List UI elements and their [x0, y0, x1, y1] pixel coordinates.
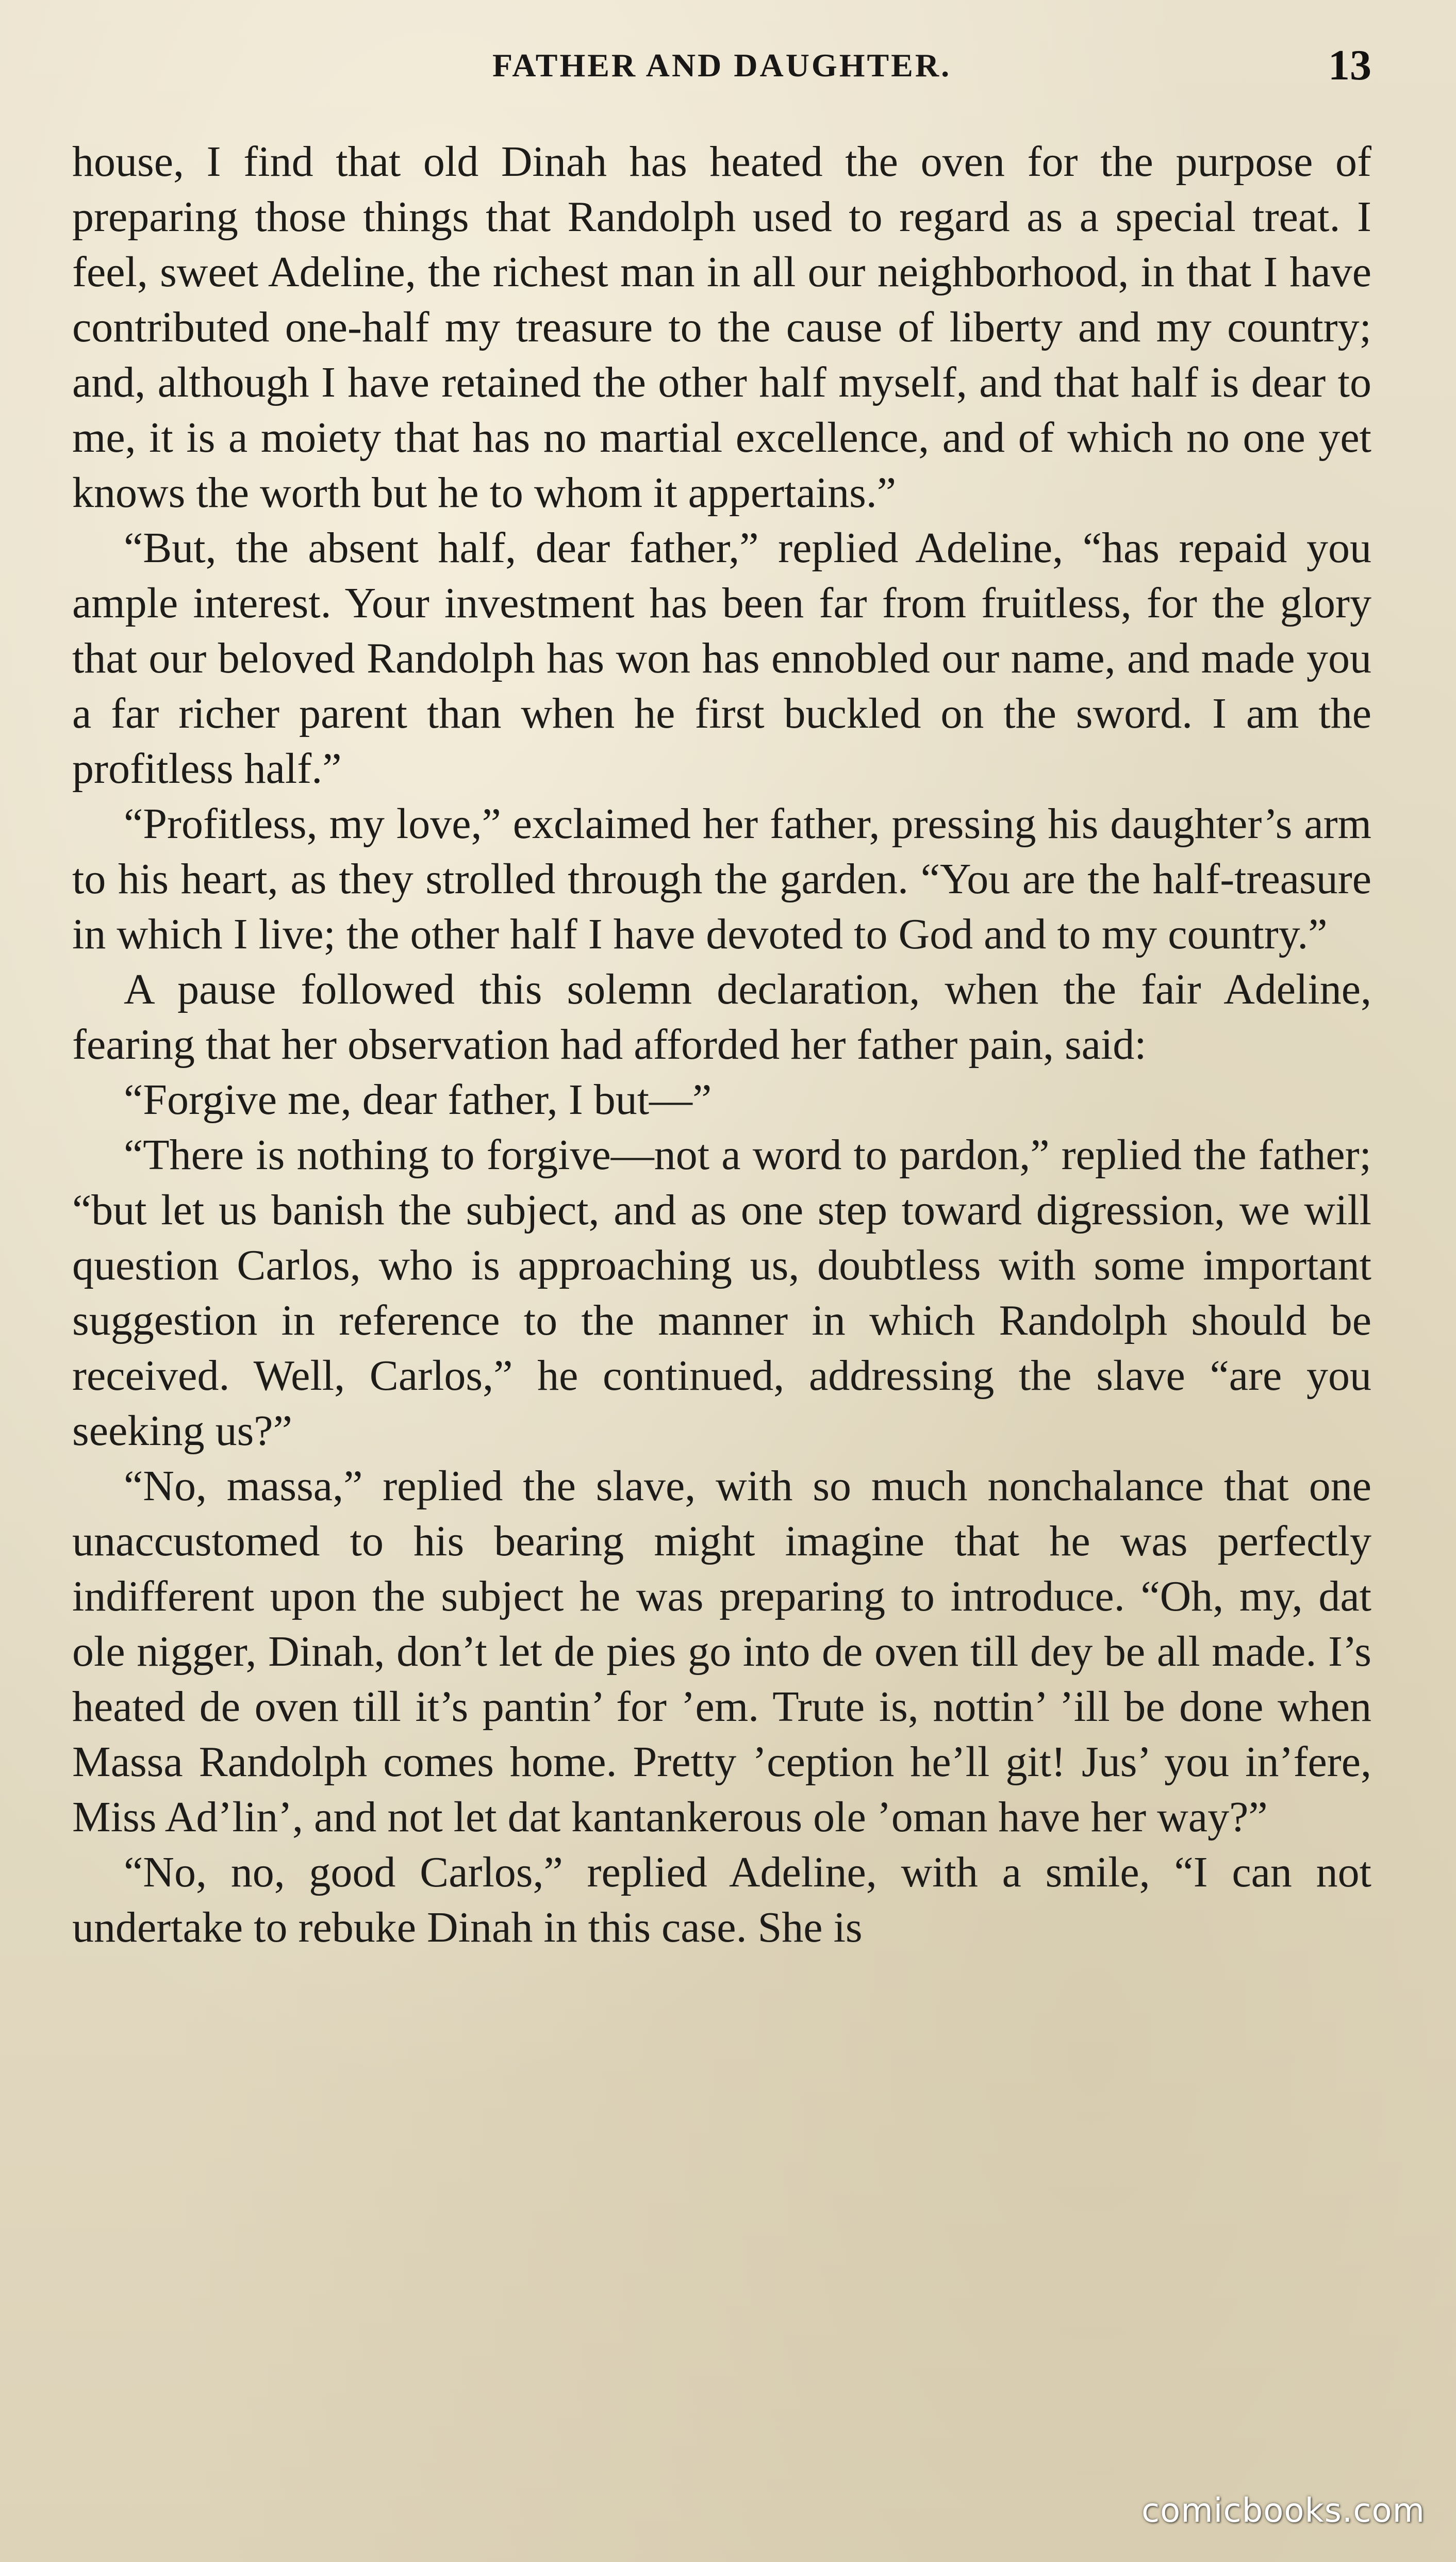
book-page	[72, 31, 1371, 2537]
running-head	[72, 31, 1371, 93]
paragraph: A pause followed this solemn declaration, when the fair Adeline, fearing that her observation had afforded her father pain, said:	[72, 965, 1371, 1069]
body-text	[72, 134, 1371, 1955]
paragraph: “There is nothing to forgive—not a word to pardon,” replied the father; “but let us banish the subject, and as one step toward digression, we will question Carlos, who is approaching us, doubtless with some important suggestion in reference to the manner in which Randolph should be received. Well, Carlos,” he continued, addressing the slave “are you seeking us?”	[72, 1131, 1371, 1455]
paragraph: “Profitless, my love,” exclaimed her father, pressing his daughter’s arm to his heart, as they strolled through the garden. “You are the half-treasure in which I live; the other half I have devoted to God and to my country.”	[72, 800, 1371, 958]
page-number: 13	[1328, 41, 1371, 89]
site-watermark: comicbooks.com	[1141, 2492, 1425, 2530]
paragraph: “Forgive me, dear father, I but—”	[124, 1076, 712, 1124]
paragraph: “No, no, good Carlos,” replied Adeline, with a smile, “I can not undertake to rebuke Dinah in this case. She is	[72, 1848, 1371, 1951]
running-title: FATHER AND DAUGHTER.	[492, 47, 952, 84]
paragraph: “But, the absent half, dear father,” replied Adeline, “has repaid you ample interest. Your investment has been far from fruitless, for the glory that our beloved Randolph has won has ennobled our name, and made you a far richer parent than when he first buckled on the sword. I am the profitless half.”	[72, 524, 1371, 793]
paragraph: house, I find that old Dinah has heated the oven for the purpose of preparing those things that Randolph used to regard as a special treat. I feel, sweet Adeline, the richest man in all our neighborhood, in that I have contributed one-half my treasure to the cause of liberty and my country; and, although I have retained the other half myself, and that half is dear to me, it is a moiety that has no martial excellence, and of which no one yet knows the worth but he to whom it appertains.”	[72, 138, 1371, 517]
paragraph: “No, massa,” replied the slave, with so much nonchalance that one unaccustomed to his bearing might imagine that he was perfectly indifferent upon the subject he was preparing to introduce. “Oh, my, dat ole nigger, Dinah, don’t let de pies go into de oven till dey be all made. I’s heated de oven till it’s pantin’ for ’em. Trute is, nottin’ ’ill be done when Massa Randolph comes home. Pretty ’ception he’ll git! Jus’ you in’fere, Miss Ad’lin’, and not let dat kantankerous ole ’oman have her way?”	[72, 1462, 1371, 1841]
